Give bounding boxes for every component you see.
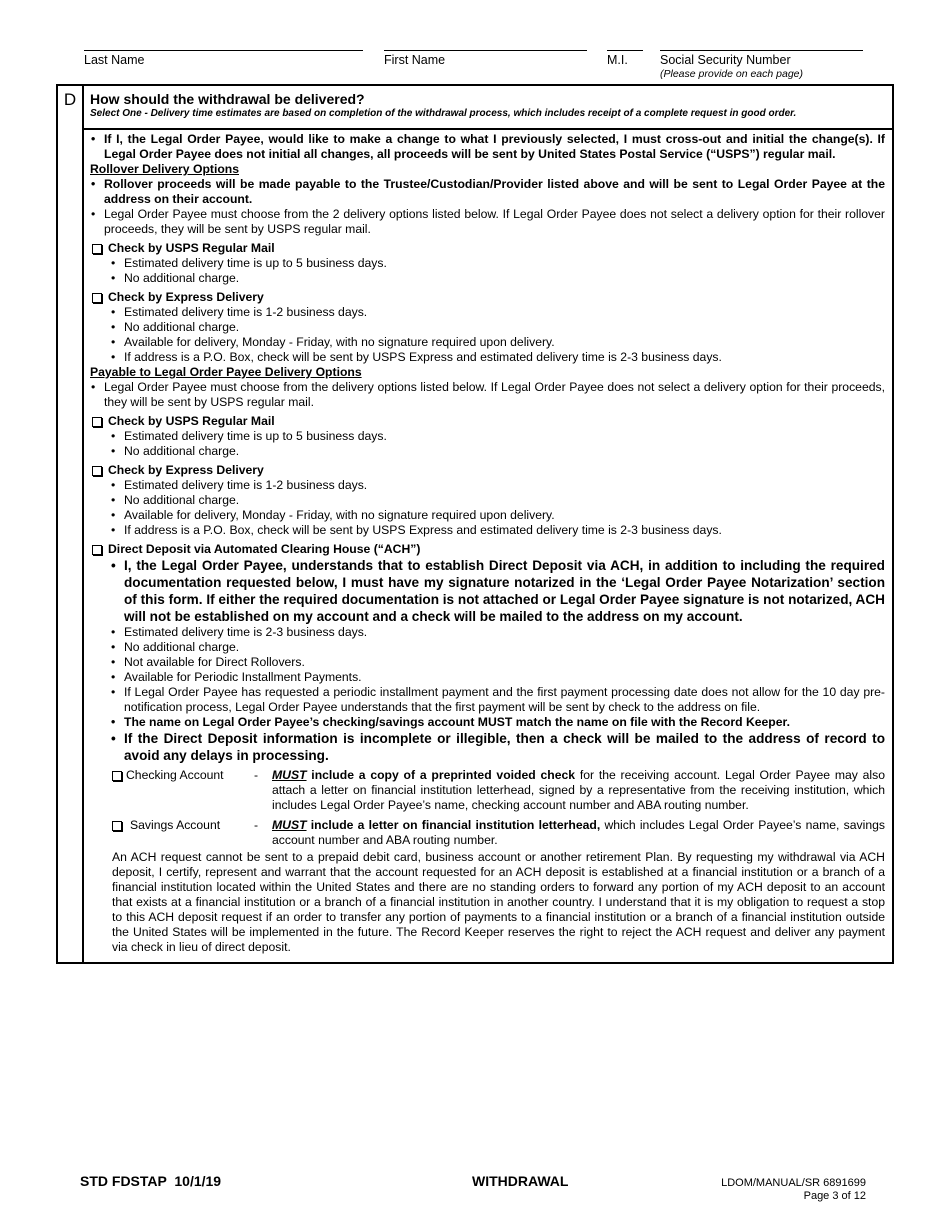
checking-detail: for the receiving account. Legal Order Payee may also attach a letter on financial institution letterhead, signed by a representative from the receiving institution, which includes Legal Order Payee’s name, checking account number and ABA routing number. [272, 768, 885, 812]
list-item: • Not available for Direct Rollovers. [110, 655, 885, 670]
checkbox-icon[interactable] [92, 466, 102, 476]
mi-label: M.I. [607, 53, 628, 67]
checkbox-icon[interactable] [92, 293, 102, 303]
rollover-heading: Rollover Delivery Options [90, 162, 239, 176]
section-title: How should the withdrawal be delivered? [90, 91, 365, 107]
checkbox-icon[interactable] [112, 771, 122, 781]
list-item: • Estimated delivery time is 1-2 business days. [110, 305, 885, 320]
list-item: • Estimated delivery time is up to 5 business days. [110, 429, 885, 444]
list-item: • Available for delivery, Monday - Friday, with no signature required upon delivery. [110, 508, 885, 523]
list-item: • Estimated delivery time is 2-3 business days. [110, 625, 885, 640]
intro-bullet: • If I, the Legal Order Payee, would like to make a change to what I previously selected, I must cross-out and initial the change(s). If Legal Order Payee does not initial all changes, all proceeds will be sent by United States Postal Service (“USPS”) regular mail. [90, 132, 885, 162]
list-item: • No additional charge. [110, 493, 885, 508]
ssn-note: (Please provide on each page) [660, 68, 804, 80]
checking-account-text [272, 768, 885, 813]
mi-field[interactable] [607, 50, 643, 68]
ach-name-match-bullet: • The name on Legal Order Payee’s checking/savings account MUST match the name on file with the Record Keeper. [110, 715, 885, 730]
payable-heading: Payable to Legal Order Payee Delivery Options [90, 365, 362, 379]
checkbox-icon[interactable] [92, 417, 102, 427]
page-number: Page 3 of 12 [803, 1190, 866, 1202]
list-item: • If address is a P.O. Box, check will be sent by USPS Express and estimated delivery time is 2-3 business days. [110, 350, 885, 365]
list-item: • If Legal Order Payee has requested a periodic installment payment and the first payment processing date does not allow for the 10 day pre-notification process, Legal Order Payee understands that the first payment will be sent by check to the address on file. [110, 685, 885, 715]
option-title: Check by USPS Regular Mail [108, 241, 275, 255]
option-title: Direct Deposit via Automated Clearing House (“ACH”) [108, 542, 421, 556]
must-label: MUST [272, 768, 307, 782]
checking-account-option[interactable] [110, 768, 885, 813]
first-name-label: First Name [384, 53, 446, 67]
savings-account-text [272, 818, 885, 848]
list-item: • No additional charge. [110, 444, 885, 459]
option-title: Check by Express Delivery [108, 290, 264, 304]
section-content [90, 132, 885, 955]
option-title: Check by Express Delivery [108, 463, 264, 477]
first-name-field[interactable] [384, 50, 587, 68]
last-name-label: Last Name [84, 53, 145, 67]
checkbox-icon[interactable] [92, 545, 102, 555]
ach-incomplete-bullet: • If the Direct Deposit information is incomplete or illegible, then a check will be mailed to the address of record to avoid any delays in processing. [110, 730, 885, 764]
savings-account-option[interactable] [110, 818, 885, 848]
checking-account-label: Checking Account [126, 768, 224, 782]
payable-option-ach[interactable] [90, 542, 885, 955]
section-subtitle: Select One - Delivery time estimates are based on completion of the withdrawal process, which includes receipt of a complete request in good order. [90, 108, 797, 119]
must-label: MUST [272, 818, 307, 832]
payable-option-usps[interactable] [90, 414, 885, 459]
savings-detail: which includes Legal Order Payee’s name, savings account number and ABA routing number. [272, 818, 885, 847]
ach-notarize-bullet: • I, the Legal Order Payee, understands that to establish Direct Deposit via ACH, in addition to including the required documentation requested below, I must have my signature notarized in the ‘Legal Order Payee Notarization’ section of this form. If either the required documentation is not attached or Legal Order Payee signature is not notarized, ACH will not be established on my account and a check will be mailed to the address on my account. [110, 557, 885, 625]
list-item: • No additional charge. [110, 640, 885, 655]
footer-info [721, 1177, 866, 1203]
list-item: • If address is a P.O. Box, check will be sent by USPS Express and estimated delivery time is 2-3 business days. [110, 523, 885, 538]
list-item: • Available for delivery, Monday - Friday, with no signature required upon delivery. [110, 335, 885, 350]
list-item: • No additional charge. [110, 320, 885, 335]
rollover-bold-bullet: • Rollover proceeds will be made payable to the Trustee/Custodian/Provider listed above and will be sent to Legal Order Payee at the address on their account. [90, 177, 885, 207]
dash: - [254, 768, 259, 782]
list-item: • Available for Periodic Installment Payments. [110, 670, 885, 685]
savings-requirement: include a letter on financial institution letterhead, [306, 818, 601, 832]
list-item: • Estimated delivery time is 1-2 business days. [110, 478, 885, 493]
savings-account-label: Savings Account [130, 818, 221, 832]
rollover-bullet: • Legal Order Payee must choose from the 2 delivery options listed below. If Legal Order Payee does not select a delivery option for their rollover proceeds, they will be sent by USPS regular mail. [90, 207, 885, 237]
rollover-option-express[interactable] [90, 290, 885, 365]
ssn-label: Social Security Number [660, 53, 791, 67]
footer-title: WITHDRAWAL [472, 1173, 569, 1189]
section-letter: D [58, 86, 84, 962]
option-title: Check by USPS Regular Mail [108, 414, 275, 428]
checkbox-icon[interactable] [112, 821, 122, 831]
payable-bullet: • Legal Order Payee must choose from the delivery options listed below. If Legal Order Payee does not select a delivery option for their proceeds, they will be sent by USPS regular mail. [90, 380, 885, 410]
list-item: • No additional charge. [110, 271, 885, 286]
dash: - [254, 818, 259, 832]
ssn-field[interactable] [660, 50, 863, 80]
section-header [84, 86, 892, 130]
form-code: LDOM/MANUAL/SR 6891699 [721, 1177, 866, 1189]
last-name-field[interactable] [84, 50, 363, 68]
checking-requirement: include a copy of a preprinted voided check [306, 768, 576, 782]
rollover-option-usps[interactable] [90, 241, 885, 286]
payable-option-express[interactable] [90, 463, 885, 538]
ach-disclosure-paragraph: An ACH request cannot be sent to a prepaid debit card, business account or another retirement Plan. By requesting my withdrawal via ACH deposit, I certify, represent and warrant that the account requested for an ACH deposit is established at a financial institution or a branch of a financial institution located within the United States and there are no standing orders to forward any portion of my ACH deposit to an account that exists at a financial institution or a branch of a financial institution in another country. I understand that it is my obligation to request a stop to this ACH deposit request if an order to transfer any portion of payments to a financial institution or a branch of a financial institution outside the United States will be implemented in the future. The Record Keeper reserves the right to reject the ACH request and deliver any payment via check in lieu of direct deposit. [112, 850, 885, 954]
form-id: STD FDSTAP 10/1/19 [80, 1173, 222, 1189]
list-item: • Estimated delivery time is up to 5 business days. [110, 256, 885, 271]
checkbox-icon[interactable] [92, 244, 102, 254]
